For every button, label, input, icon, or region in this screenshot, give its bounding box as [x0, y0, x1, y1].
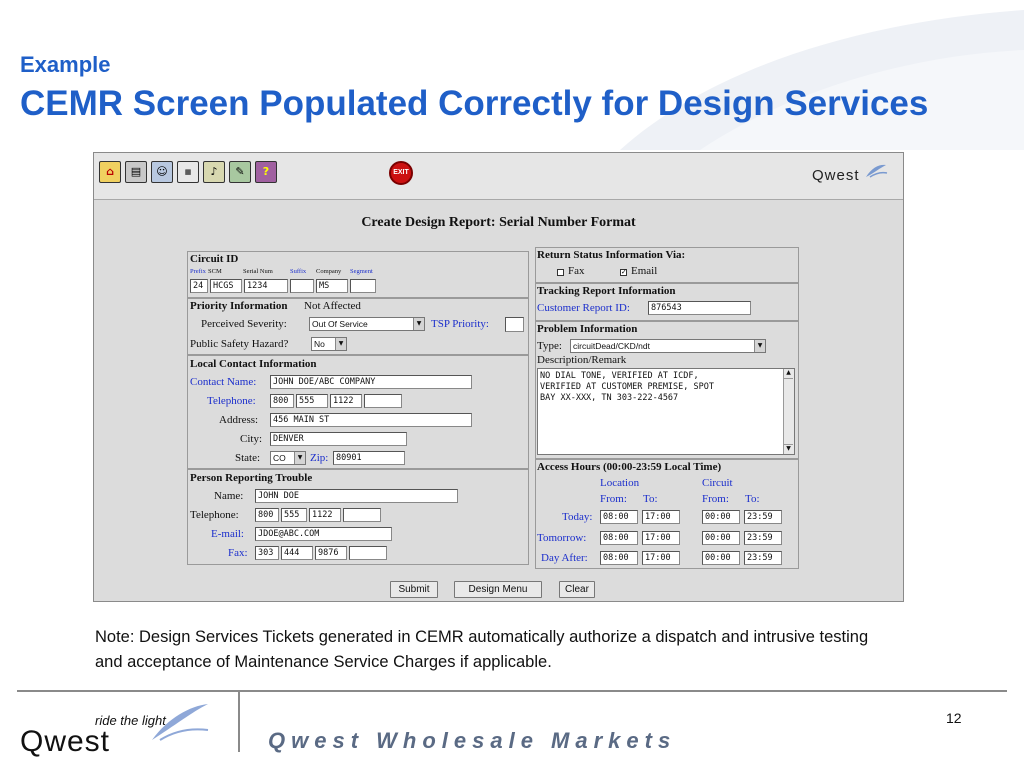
reporter-fax-line-field[interactable]: 9876: [315, 546, 347, 560]
col-serial-label: Serial Num: [243, 268, 273, 275]
contact-name-field[interactable]: JOHN DOE/ABC COMPANY: [270, 375, 472, 389]
day-after-circuit-to-field[interactable]: 23:59: [744, 551, 782, 565]
description-line: VERIFIED AT CUSTOMER PREMISE, SPOT: [540, 382, 714, 392]
col-scm-label: SCM: [208, 268, 222, 275]
reporter-email-field[interactable]: JDOE@ABC.COM: [255, 527, 392, 541]
today-location-from-field[interactable]: 08:00: [600, 510, 638, 524]
slide-title: CEMR Screen Populated Correctly for Design Services: [20, 84, 929, 123]
problem-type-value: circuitDead/CKD/ndt: [573, 341, 651, 351]
reporter-fax-area-field[interactable]: 303: [255, 546, 279, 560]
tomorrow-label: Tomorrow:: [537, 532, 587, 544]
problem-type-label: Type:: [537, 340, 562, 352]
form-title: Create Design Report: Serial Number Format: [361, 215, 636, 230]
reporter-phone-prefix-field[interactable]: 555: [281, 508, 307, 522]
zip-field[interactable]: 80901: [333, 451, 405, 465]
address-label: Address:: [219, 414, 259, 426]
contact-name-label: Contact Name:: [190, 376, 257, 388]
email-option-label: Email: [631, 265, 658, 277]
description-scrollbar[interactable]: [783, 369, 794, 454]
design-menu-button[interactable]: Design Menu: [454, 581, 542, 598]
customer-report-id-label: Customer Report ID:: [537, 302, 630, 314]
circuit-id-heading: Circuit ID: [190, 253, 239, 265]
qwest-swoosh-icon: [864, 161, 888, 181]
circuit-label: Circuit: [702, 477, 733, 489]
address-field[interactable]: 456 MAIN ST: [270, 413, 472, 427]
access-hours-heading: Access Hours (00:00-23:59 Local Time): [537, 461, 722, 473]
chevron-down-icon: ▼: [294, 452, 305, 464]
fax-option-label: Fax: [568, 265, 585, 277]
brand-tagline: ride the light: [95, 713, 166, 728]
tomorrow-location-from-field[interactable]: 08:00: [600, 531, 638, 545]
brand-swoosh-icon: [150, 700, 210, 744]
toolbar: [94, 153, 903, 200]
day-after-location-to-field[interactable]: 17:00: [642, 551, 680, 565]
problem-heading: Problem Information: [537, 323, 638, 335]
day-after-circuit-from-field[interactable]: 00:00: [702, 551, 740, 565]
reporter-heading: Person Reporting Trouble: [190, 472, 313, 484]
reporter-phone-line-field[interactable]: 1122: [309, 508, 341, 522]
reporter-phone-area-field[interactable]: 800: [255, 508, 279, 522]
submit-button[interactable]: Submit: [390, 581, 438, 598]
state-select[interactable]: [270, 451, 306, 465]
chevron-down-icon: ▼: [335, 338, 346, 350]
hazard-label: Public Safety Hazard?: [190, 338, 289, 350]
today-circuit-from-field[interactable]: 00:00: [702, 510, 740, 524]
footer-divider: [17, 690, 1007, 692]
tomorrow-circuit-from-field[interactable]: 00:00: [702, 531, 740, 545]
col-prefix-label: Prefix: [190, 268, 206, 275]
col-company-label: Company: [316, 268, 342, 275]
circuit-segment-field[interactable]: [350, 279, 376, 293]
circuit-company-field[interactable]: MS: [316, 279, 348, 293]
description-line: NO DIAL TONE, VERIFIED AT ICDF,: [540, 371, 699, 381]
today-circuit-to-field[interactable]: 23:59: [744, 510, 782, 524]
circuit-to-label: To:: [745, 493, 760, 505]
severity-value: Out Of Service: [312, 319, 368, 329]
severity-label: Perceived Severity:: [201, 318, 287, 330]
brand-logo: Qwest: [20, 725, 111, 758]
tsp-field[interactable]: [505, 317, 524, 332]
description-line: BAY XX-XXX, TN 303-222-4567: [540, 393, 679, 403]
contact-phone-area-field[interactable]: 800: [270, 394, 294, 408]
circuit-serial-field[interactable]: 1234: [244, 279, 288, 293]
reporter-name-label: Name:: [214, 490, 244, 502]
contact-phone-prefix-field[interactable]: 555: [296, 394, 328, 408]
location-to-label: To:: [643, 493, 658, 505]
page-number: 12: [946, 710, 962, 726]
description-label: Description/Remark: [537, 354, 627, 366]
slide-kicker: Example: [20, 52, 111, 77]
hazard-select[interactable]: [311, 337, 347, 351]
qwest-logo-small: Qwest: [812, 167, 860, 184]
fax-checkbox[interactable]: [557, 269, 564, 276]
circuit-scm-field[interactable]: HCGS: [210, 279, 242, 293]
email-checkbox[interactable]: [620, 269, 627, 276]
reporter-name-field[interactable]: JOHN DOE: [255, 489, 458, 503]
tomorrow-circuit-to-field[interactable]: 23:59: [744, 531, 782, 545]
description-textarea[interactable]: [537, 368, 795, 455]
reporter-fax-label: Fax:: [228, 547, 248, 559]
local-contact-heading: Local Contact Information: [190, 358, 317, 370]
cemr-screen: [93, 152, 904, 602]
day-after-location-from-field[interactable]: 08:00: [600, 551, 638, 565]
city-label: City:: [240, 433, 263, 445]
today-label: Today:: [562, 511, 593, 523]
clear-button[interactable]: Clear: [559, 581, 595, 598]
state-label: State:: [235, 452, 261, 464]
day-after-label: Day After:: [541, 552, 588, 564]
footer-text: Qwest Wholesale Markets: [268, 728, 677, 753]
people-icon[interactable]: ☺: [151, 161, 173, 183]
reporter-fax-ext-field[interactable]: [349, 546, 387, 560]
reporter-phone-ext-field[interactable]: [343, 508, 381, 522]
home-icon[interactable]: ⌂: [99, 161, 121, 183]
col-segment-label: Segment: [350, 268, 373, 275]
state-value: CO: [273, 453, 286, 463]
calendar-icon[interactable]: ▦: [177, 161, 199, 183]
zip-label: Zip:: [310, 452, 329, 464]
circuit-suffix-field[interactable]: [290, 279, 314, 293]
speaker-icon[interactable]: ♪: [203, 161, 225, 183]
contact-phone-ext-field[interactable]: [364, 394, 402, 408]
reporter-email-label: E-mail:: [211, 528, 244, 540]
chevron-down-icon: ▼: [413, 318, 424, 330]
exit-button[interactable]: EXIT: [389, 161, 413, 185]
reporter-fax-prefix-field[interactable]: 444: [281, 546, 313, 560]
tsp-label: TSP Priority:: [431, 318, 489, 330]
help-book-icon[interactable]: ?: [255, 161, 277, 183]
notepad-icon[interactable]: ✎: [229, 161, 251, 183]
circuit-prefix-field[interactable]: 24: [190, 279, 208, 293]
scroll-up-icon[interactable]: ▲: [784, 369, 793, 379]
today-location-to-field[interactable]: 17:00: [642, 510, 680, 524]
circuit-from-label: From:: [702, 493, 729, 505]
background-swoosh: [560, 0, 1024, 150]
contact-phone-label: Telephone:: [207, 395, 256, 407]
reporter-phone-label: Telephone:: [190, 509, 239, 521]
location-label: Location: [600, 477, 640, 489]
footer-vertical-divider: [238, 692, 240, 752]
scroll-down-icon[interactable]: ▼: [784, 444, 793, 454]
problem-type-select[interactable]: [570, 339, 766, 353]
return-status-heading: Return Status Information Via:: [537, 249, 686, 261]
priority-heading: Priority Information: [190, 300, 288, 312]
severity-select[interactable]: [309, 317, 425, 331]
tracking-heading: Tracking Report Information: [537, 285, 676, 297]
hazard-value: No: [314, 339, 325, 349]
chevron-down-icon: ▼: [754, 340, 765, 352]
city-field[interactable]: DENVER: [270, 432, 407, 446]
print-icon[interactable]: ▤: [125, 161, 147, 183]
col-suffix-label: Suffix: [290, 268, 307, 275]
contact-phone-line-field[interactable]: 1122: [330, 394, 362, 408]
check-icon: ✓: [621, 268, 627, 276]
customer-report-id-field[interactable]: 876543: [648, 301, 751, 315]
location-from-label: From:: [600, 493, 627, 505]
slide-note: Note: Design Services Tickets generated in CEMR automatically authorize a dispatch and intrusive testing and acceptance of Maintenance Service Charges if applicable.: [95, 628, 869, 671]
tomorrow-location-to-field[interactable]: 17:00: [642, 531, 680, 545]
priority-status: Not Affected: [304, 300, 361, 312]
